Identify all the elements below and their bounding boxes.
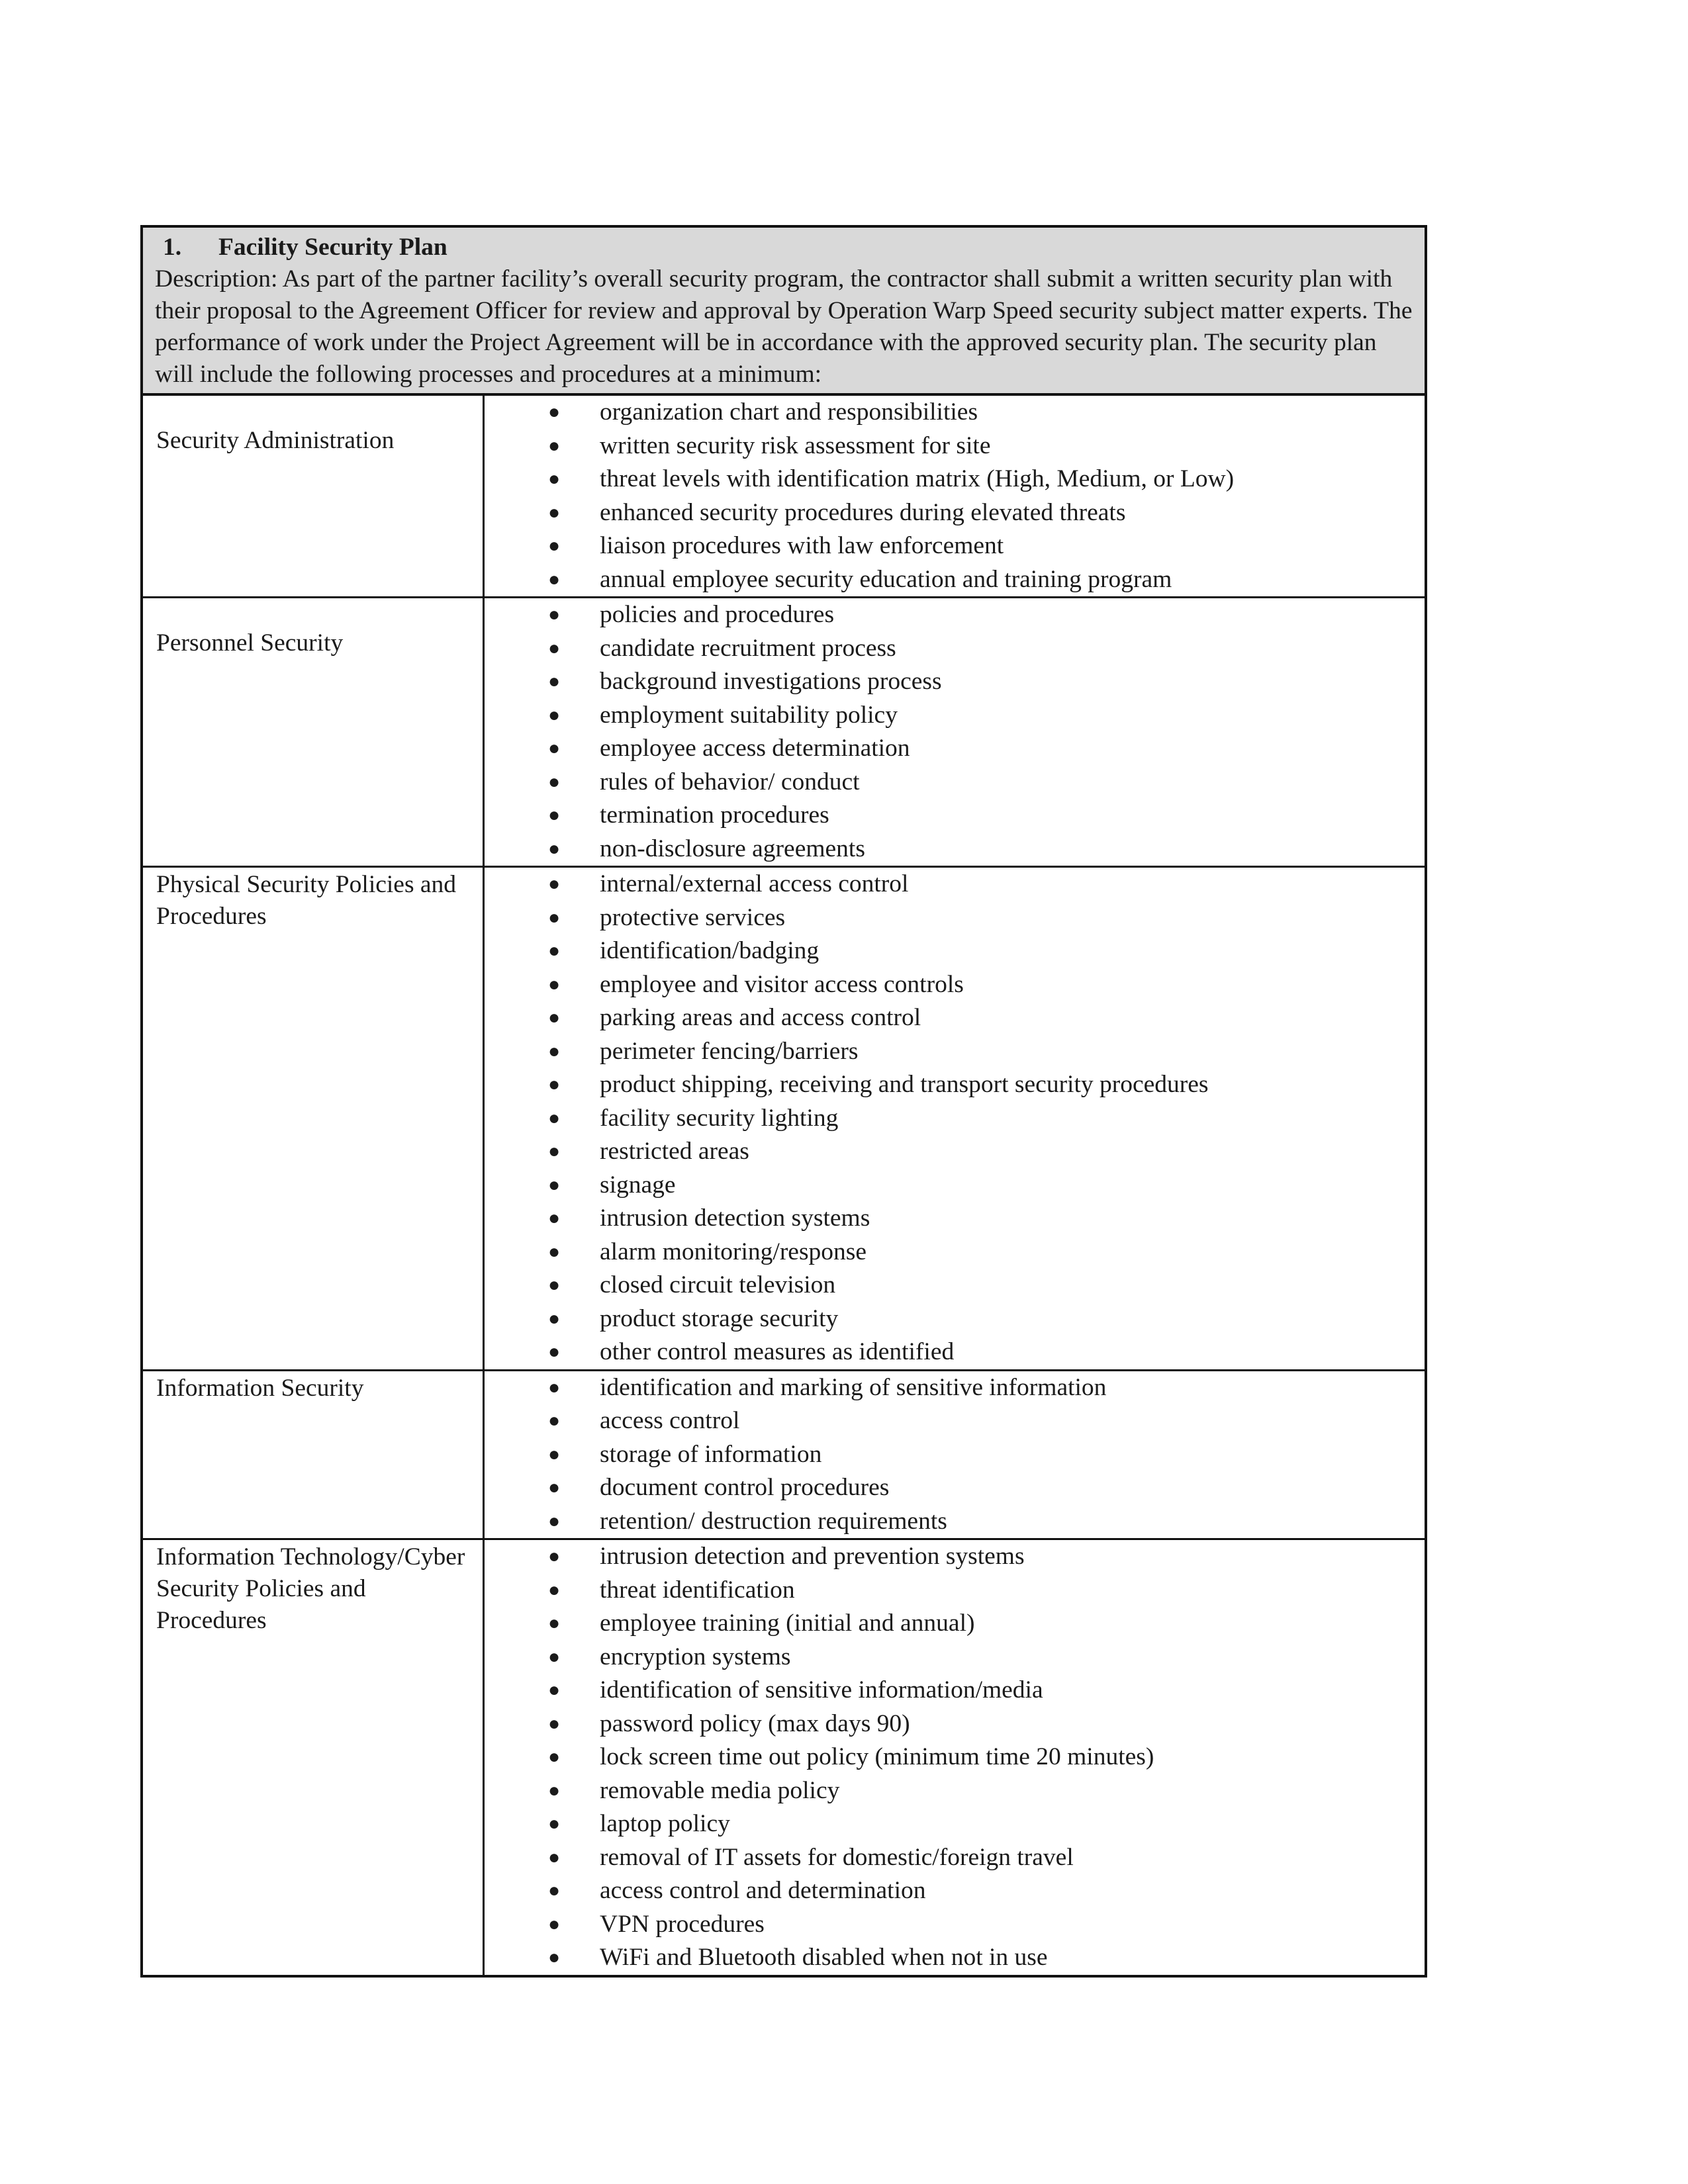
bullet-icon: ●	[548, 568, 561, 590]
list-item: ● background investigations process	[485, 665, 1425, 699]
bullet-icon: ●	[548, 1746, 561, 1768]
bullet-icon: ●	[548, 1679, 561, 1701]
bullet-icon: ●	[548, 1207, 561, 1229]
list-item: ● restricted areas	[485, 1135, 1425, 1169]
bullet-icon: ●	[548, 1341, 561, 1363]
list-item: ● identification/badging	[485, 934, 1425, 968]
section-label: Personnel Security	[143, 598, 485, 866]
section-row-physical-security	[143, 868, 1425, 1371]
bullet-icon: ●	[548, 1578, 561, 1601]
list-item: ● encryption systems	[485, 1641, 1425, 1674]
list-item: ● removable media policy	[485, 1774, 1425, 1808]
list-item: ● access control	[485, 1404, 1425, 1438]
list-item: ● employment suitability policy	[485, 699, 1425, 733]
bullet-icon: ●	[548, 837, 561, 860]
list-item: ● lock screen time out policy (minimum time 20 minutes)	[485, 1741, 1425, 1774]
list-item: ● alarm monitoring/response	[485, 1236, 1425, 1269]
bullet-icon: ●	[548, 804, 561, 826]
bullet-icon: ●	[548, 1645, 561, 1668]
bullet-icon: ●	[548, 1274, 561, 1296]
list-item: ● product shipping, receiving and transport security procedures	[485, 1068, 1425, 1102]
list-item: ● employee training (initial and annual)	[485, 1607, 1425, 1641]
bullet-icon: ●	[548, 468, 561, 490]
list-item: ● internal/external access control	[485, 868, 1425, 901]
section-label: Security Administration	[143, 396, 485, 596]
list-item: ● identification and marking of sensitive information	[485, 1371, 1425, 1405]
list-item: ● liaison procedures with law enforcement	[485, 529, 1425, 563]
bullet-icon: ●	[548, 1946, 561, 1968]
section-item-list	[485, 396, 1425, 596]
list-item: ● annual employee security education and training program	[485, 563, 1425, 597]
bullet-icon: ●	[548, 906, 561, 929]
section-item-list	[485, 1540, 1425, 1975]
bullet-icon: ●	[548, 1307, 561, 1330]
bullet-icon: ●	[548, 535, 561, 557]
bullet-icon: ●	[548, 1073, 561, 1095]
bullet-icon: ●	[548, 1880, 561, 1901]
bullet-icon: ●	[548, 637, 561, 659]
list-item: ● other control measures as identified	[485, 1336, 1425, 1369]
list-item: ● written security risk assessment for site	[485, 430, 1425, 463]
section-heading	[155, 232, 1413, 263]
section-item-list	[485, 1371, 1425, 1539]
bullet-icon: ●	[548, 973, 561, 995]
list-item: ● identification of sensitive information/media	[485, 1674, 1425, 1707]
list-item: ● closed circuit television	[485, 1269, 1425, 1302]
bullet-icon: ●	[548, 1477, 561, 1498]
bullet-icon: ●	[548, 704, 561, 726]
section-label: Information Security	[143, 1371, 485, 1539]
list-item: ● removal of IT assets for domestic/foreign travel	[485, 1841, 1425, 1875]
bullet-icon: ●	[548, 1173, 561, 1196]
list-item: ● retention/ destruction requirements	[485, 1505, 1425, 1539]
bullet-icon: ●	[548, 1376, 561, 1398]
section-row-security-administration	[143, 396, 1425, 598]
bullet-icon: ●	[548, 1913, 561, 1935]
bullet-icon: ●	[548, 670, 561, 692]
list-item: ● perimeter fencing/barriers	[485, 1035, 1425, 1069]
list-item: ● non-disclosure agreements	[485, 833, 1425, 866]
list-item: ● organization chart and responsibilities	[485, 396, 1425, 430]
list-item: ● employee access determination	[485, 732, 1425, 766]
bullet-icon: ●	[548, 1510, 561, 1532]
bullet-icon: ●	[548, 940, 561, 962]
list-item: ● laptop policy	[485, 1807, 1425, 1841]
bullet-icon: ●	[548, 770, 561, 793]
section-item-list	[485, 868, 1425, 1369]
list-item: ● facility security lighting	[485, 1102, 1425, 1136]
list-item: ● rules of behavior/ conduct	[485, 766, 1425, 799]
bullet-icon: ●	[548, 1545, 561, 1567]
bullet-icon: ●	[548, 1007, 561, 1028]
list-item: ● enhanced security procedures during elevated threats	[485, 496, 1425, 530]
section-label: Information Technology/Cyber Security Policies and Procedures	[143, 1540, 485, 1975]
bullet-icon: ●	[548, 434, 561, 457]
bullet-icon: ●	[548, 1240, 561, 1263]
bullet-icon: ●	[548, 401, 561, 423]
section-label: Physical Security Policies and Procedures	[143, 868, 485, 1369]
bullet-icon: ●	[548, 1107, 561, 1129]
list-item: ● termination procedures	[485, 799, 1425, 833]
list-item: ● threat levels with identification matrix (High, Medium, or Low)	[485, 463, 1425, 496]
plan-description: Description: As part of the partner facility’s overall security program, the contractor shall submit a written security plan with their proposal to the Agreement Officer for review and approval by Operation Warp Speed security subject matter experts. The performance of work under the Project Agreement will be in accordance with the approved security plan. The security plan will include the following processes and procedures at a minimum:	[155, 265, 1413, 388]
section-row-it-cyber-security	[143, 1540, 1425, 1975]
bullet-icon: ●	[548, 1612, 561, 1634]
bullet-icon: ●	[548, 1846, 561, 1868]
bullet-icon: ●	[548, 873, 561, 895]
bullet-icon: ●	[548, 1813, 561, 1835]
section-row-information-security	[143, 1371, 1425, 1541]
plan-header	[143, 228, 1425, 396]
section-row-personnel-security	[143, 598, 1425, 868]
list-item: ● storage of information	[485, 1438, 1425, 1472]
list-item: ● candidate recruitment process	[485, 632, 1425, 666]
list-item: ● intrusion detection and prevention systems	[485, 1540, 1425, 1574]
bullet-icon: ●	[548, 1712, 561, 1735]
list-item: ● access control and determination	[485, 1874, 1425, 1908]
list-item: ● WiFi and Bluetooth disabled when not in use	[485, 1941, 1425, 1975]
list-item: ● employee and visitor access controls	[485, 968, 1425, 1002]
bullet-icon: ●	[548, 1040, 561, 1062]
list-item: ● intrusion detection systems	[485, 1202, 1425, 1236]
list-item: ● parking areas and access control	[485, 1001, 1425, 1035]
list-item: ● document control procedures	[485, 1471, 1425, 1505]
bullet-icon: ●	[548, 1140, 561, 1162]
list-item: ● threat identification	[485, 1574, 1425, 1608]
bullet-icon: ●	[548, 501, 561, 523]
list-item: ● password policy (max days 90)	[485, 1707, 1425, 1741]
bullet-icon: ●	[548, 1779, 561, 1801]
bullet-icon: ●	[548, 604, 561, 625]
list-item: ● product storage security	[485, 1302, 1425, 1336]
section-title: Facility Security Plan	[218, 234, 447, 261]
bullet-icon: ●	[548, 737, 561, 759]
list-item: ● policies and procedures	[485, 598, 1425, 632]
facility-security-plan-table	[140, 225, 1427, 1978]
bullet-icon: ●	[548, 1410, 561, 1432]
section-number: 1.	[163, 234, 182, 261]
list-item: ● VPN procedures	[485, 1908, 1425, 1942]
section-item-list	[485, 598, 1425, 866]
bullet-icon: ●	[548, 1443, 561, 1465]
list-item: ● signage	[485, 1169, 1425, 1203]
list-item: ● protective services	[485, 901, 1425, 935]
